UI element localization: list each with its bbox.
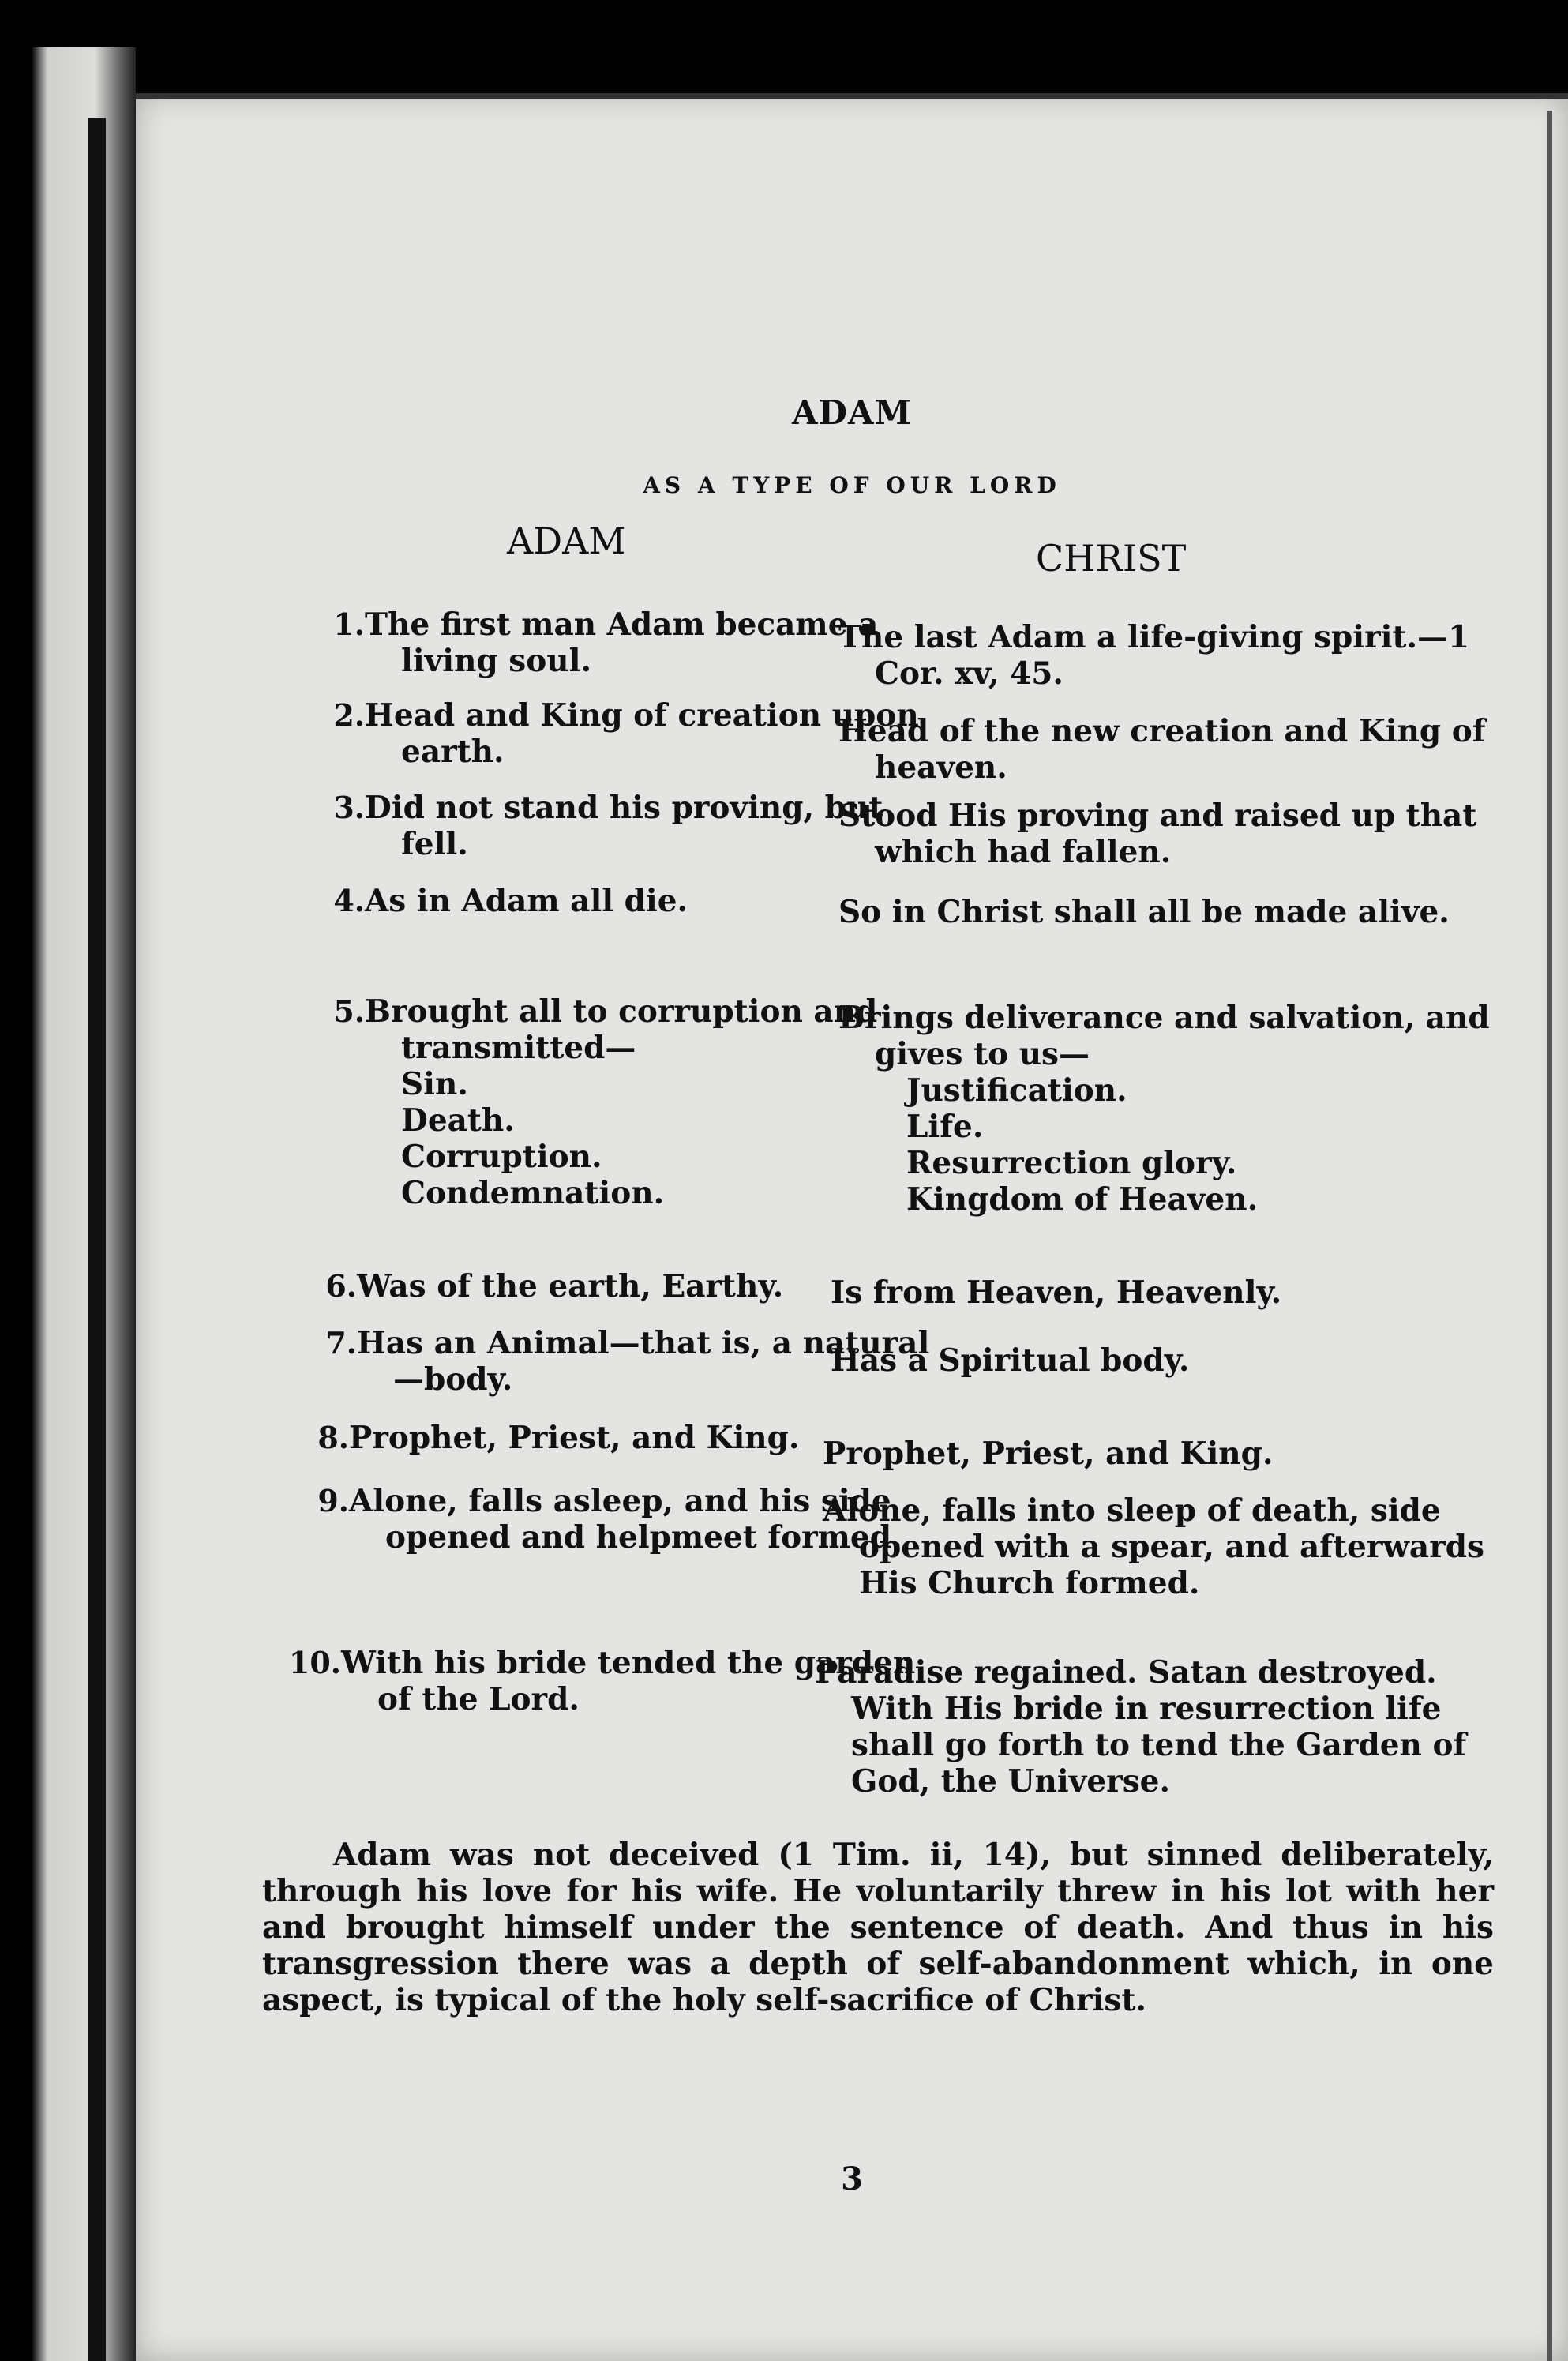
christ-text: Prophet, Priest, and King. — [823, 1436, 1274, 1472]
row-number: 2. — [333, 697, 365, 733]
list-item: Death. — [401, 1102, 515, 1139]
book-spine — [88, 118, 106, 2361]
christ-text: Head of the new creation and King of heaven. — [838, 713, 1486, 786]
adam-text: Prophet, Priest, and King. — [349, 1420, 800, 1456]
adam-text: Alone, falls asleep, and his side opened and helpmeet formed. — [349, 1483, 902, 1556]
row-number: 9. — [317, 1483, 349, 1518]
row-number: 1. — [333, 606, 365, 642]
page-subtitle: AS A TYPE OF OUR LORD — [643, 472, 1061, 498]
list-item: Resurrection glory. — [906, 1145, 1237, 1181]
top-border-rule — [136, 93, 1568, 99]
page-title: ADAM — [791, 393, 913, 432]
page-number: 3 — [841, 2160, 863, 2198]
row-number: 7. — [325, 1325, 357, 1361]
adam-text-intro: Brought all to corruption and transmitted— — [365, 993, 878, 1066]
adam-text: Was of the earth, Earthy. — [357, 1268, 784, 1304]
christ-text: Has a Spiritual body. — [831, 1342, 1190, 1379]
christ-gifts-list — [906, 1072, 1525, 1218]
row-number: 8. — [317, 1420, 349, 1455]
row-number: 5. — [333, 993, 365, 1029]
christ-text: Stood His proving and raised up that which had fallen. — [838, 798, 1477, 870]
christ-text: Is from Heaven, Heavenly. — [831, 1274, 1282, 1311]
list-item: Sin. — [401, 1066, 468, 1102]
christ-column-heading: CHRIST — [1036, 537, 1187, 580]
christ-text: So in Christ shall all be made alive. — [838, 894, 1450, 930]
list-item: Corruption. — [401, 1139, 602, 1175]
christ-text — [838, 1000, 1525, 1218]
adam-text: Has an Animal—that is, a natural—body. — [357, 1325, 930, 1398]
closing-paragraph: Adam was not deceived (1 Tim. ii, 14), but sinned deliberately, through his love for his wife. He voluntarily threw in his lot with her and brought himself under the sentence of death. And thus in his transgression there was a depth of self-abandonment which, in one aspect, is typical of the holy self-sacrifice of Christ. — [262, 1837, 1494, 2018]
book-page — [136, 93, 1568, 2361]
christ-text: Alone, falls into sleep of death, side opened with a spear, and afterwards His Church formed. — [823, 1492, 1484, 1601]
row-number: 3. — [333, 790, 365, 825]
adam-text: Head and King of creation upon earth. — [365, 697, 919, 770]
list-item: Life. — [906, 1109, 984, 1145]
row-number: 4. — [333, 883, 365, 918]
row-number: 6. — [325, 1268, 357, 1304]
christ-text: Paradise regained. Satan destroyed. With His bride in resurrection life shall go forth to tend the Garden of God, the Universe. — [815, 1654, 1467, 1800]
right-border-rule — [1547, 111, 1552, 2361]
adam-column-heading: ADAM — [507, 520, 626, 562]
adam-text: The first man Adam became a living soul. — [365, 606, 879, 679]
list-item: Kingdom of Heaven. — [906, 1181, 1259, 1218]
adam-text: Did not stand his proving, but fell. — [365, 790, 883, 862]
christ-text-intro: Brings deliverance and salvation, and gives to us— — [838, 1000, 1490, 1072]
christ-text: The last Adam a life-giving spirit.—1 Cor. xv, 45. — [838, 619, 1470, 692]
row-number: 10. — [288, 1645, 341, 1680]
adam-text: With his bride tended the garden of the Lord. — [341, 1645, 916, 1717]
list-item: Justification. — [906, 1072, 1127, 1109]
list-item: Condemnation. — [401, 1175, 665, 1211]
adam-text: As in Adam all die. — [365, 883, 688, 919]
facing-page-edge — [0, 47, 136, 2361]
